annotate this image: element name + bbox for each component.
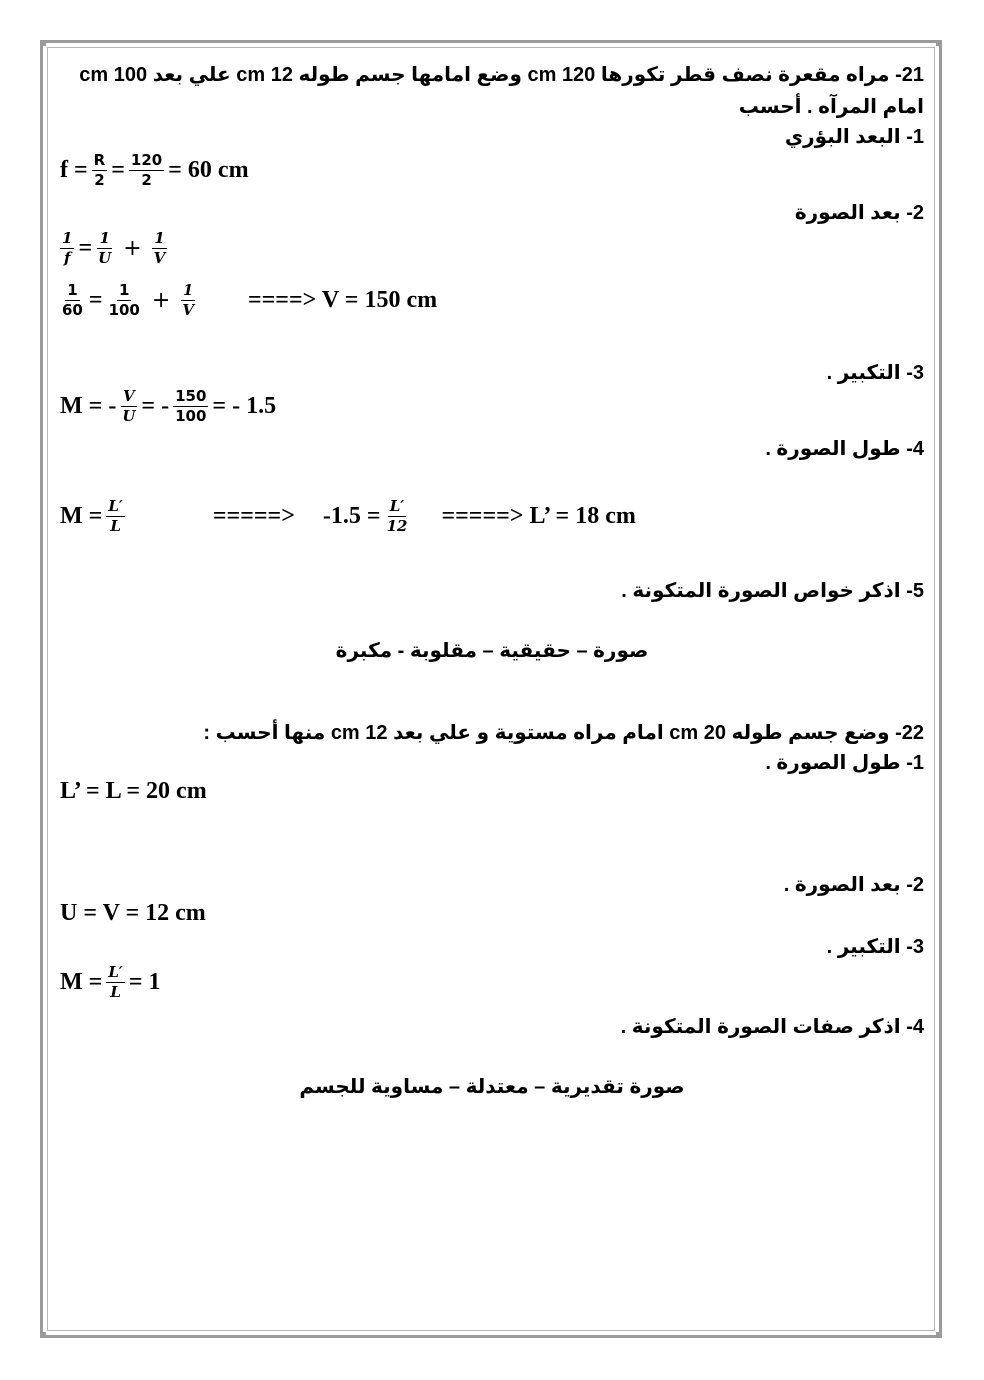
numerator: 1 xyxy=(99,229,110,247)
fraction xyxy=(129,152,164,189)
eq-lhs: M = - xyxy=(60,393,117,419)
denominator: U xyxy=(98,249,112,267)
denominator: 60 xyxy=(62,301,83,319)
denominator: L xyxy=(110,983,121,1001)
fraction xyxy=(107,282,142,319)
fraction xyxy=(92,152,108,189)
plus: + xyxy=(151,288,171,313)
eq-result: =====> L’ = 18 cm xyxy=(441,503,636,529)
fraction xyxy=(60,282,85,319)
denominator: V xyxy=(153,249,166,267)
q22-statement: 22- وضع جسم طوله 20 cm امام مراه مستوية و علي بعد 12 cm منها أحسب : xyxy=(203,722,924,744)
q22-item2-heading: 2- بعد الصورة . xyxy=(783,874,924,896)
numerator: 1 xyxy=(119,281,130,299)
border-corner xyxy=(40,40,46,46)
border-corner xyxy=(936,40,942,46)
eq-lhs: M = xyxy=(60,503,103,529)
equals: = xyxy=(78,235,93,261)
denominator: 2 xyxy=(94,171,105,189)
eq-result: ====> V = 150 cm xyxy=(247,287,438,313)
numerator: 1 xyxy=(182,281,194,299)
q21-statement-line1: 21- مراه مقعرة نصف قطر تكورها 120 cm وضع امامها جسم طوله 12 cm علي بعد 100 cm xyxy=(79,64,924,86)
eq-rhs: = 1 xyxy=(128,969,161,995)
q21-focal-equation xyxy=(60,152,249,189)
q21-item3-heading: 3- التكبير . xyxy=(826,362,924,384)
numerator: 1 xyxy=(67,281,78,299)
q22-answer4: صورة تقديرية – معتدلة – مساوية للجسم xyxy=(299,1076,685,1098)
q21-item2-heading: 2- بعد الصورة xyxy=(794,202,924,224)
denominator: U xyxy=(122,407,136,425)
q21-mirror-equation-substituted xyxy=(60,282,447,319)
q22-distance-equation: U = V = 12 cm xyxy=(60,900,206,926)
eq-rhs: = - 1.5 xyxy=(212,393,277,419)
numerator: L′ xyxy=(108,963,123,981)
numerator: V xyxy=(123,387,135,405)
numerator: 1 xyxy=(62,229,73,247)
fraction xyxy=(173,388,208,425)
eq-rhs: = 60 cm xyxy=(168,157,249,183)
equals: = xyxy=(88,287,103,313)
q21-answer5: صورة – حقيقية – مقلوبة - مكبرة xyxy=(335,640,649,662)
q21-item1-heading: 1- البعد البؤري xyxy=(784,126,924,148)
denominator: 100 xyxy=(175,407,207,425)
q22-length-equation: L’ = L = 20 cm xyxy=(60,778,207,804)
q22-item3-heading: 3- التكبير . xyxy=(826,936,924,958)
numerator: 120 xyxy=(130,151,163,169)
q21-item4-heading: 4- طول الصورة . xyxy=(765,438,924,460)
fraction xyxy=(60,230,74,267)
q22-magnification-equation xyxy=(60,964,161,1001)
numerator: 1 xyxy=(154,229,165,247)
eq-lhs: M = xyxy=(60,969,103,995)
eq-lhs: f = xyxy=(60,157,88,183)
numerator: 150 xyxy=(175,387,207,405)
plus: + xyxy=(123,236,142,261)
fraction xyxy=(106,964,125,1001)
denominator: 12 xyxy=(386,517,408,535)
fraction xyxy=(96,230,113,267)
denominator: L xyxy=(110,517,121,535)
fraction xyxy=(180,282,196,319)
numerator: R xyxy=(93,151,106,169)
denominator: f xyxy=(63,249,71,267)
eq-mid: = - xyxy=(141,393,170,419)
eq-mid: -1.5 = xyxy=(322,503,381,529)
denominator: 100 xyxy=(108,301,140,319)
q21-image-length-equation xyxy=(60,498,636,535)
fraction xyxy=(385,498,410,535)
q22-item1-heading: 1- طول الصورة . xyxy=(765,752,924,774)
numerator: L′ xyxy=(108,497,123,515)
equals: = xyxy=(111,157,125,183)
numerator: L′ xyxy=(389,497,405,515)
q21-magnification-equation xyxy=(60,388,276,425)
q21-item5-heading: 5- اذكر خواص الصورة المتكونة . xyxy=(621,580,924,602)
fraction xyxy=(106,498,125,535)
q21-statement-line2: امام المرآه . أحسب xyxy=(738,96,924,118)
fraction xyxy=(152,230,168,267)
q21-mirror-equation xyxy=(60,230,171,267)
fraction xyxy=(120,388,137,425)
page-border-inner xyxy=(47,47,935,1331)
border-corner xyxy=(936,1332,942,1338)
denominator: 2 xyxy=(141,171,152,189)
arrow: =====> xyxy=(212,503,295,529)
border-corner xyxy=(40,1332,46,1338)
denominator: V xyxy=(182,301,194,319)
q22-item4-heading: 4- اذكر صفات الصورة المتكونة . xyxy=(620,1016,924,1038)
